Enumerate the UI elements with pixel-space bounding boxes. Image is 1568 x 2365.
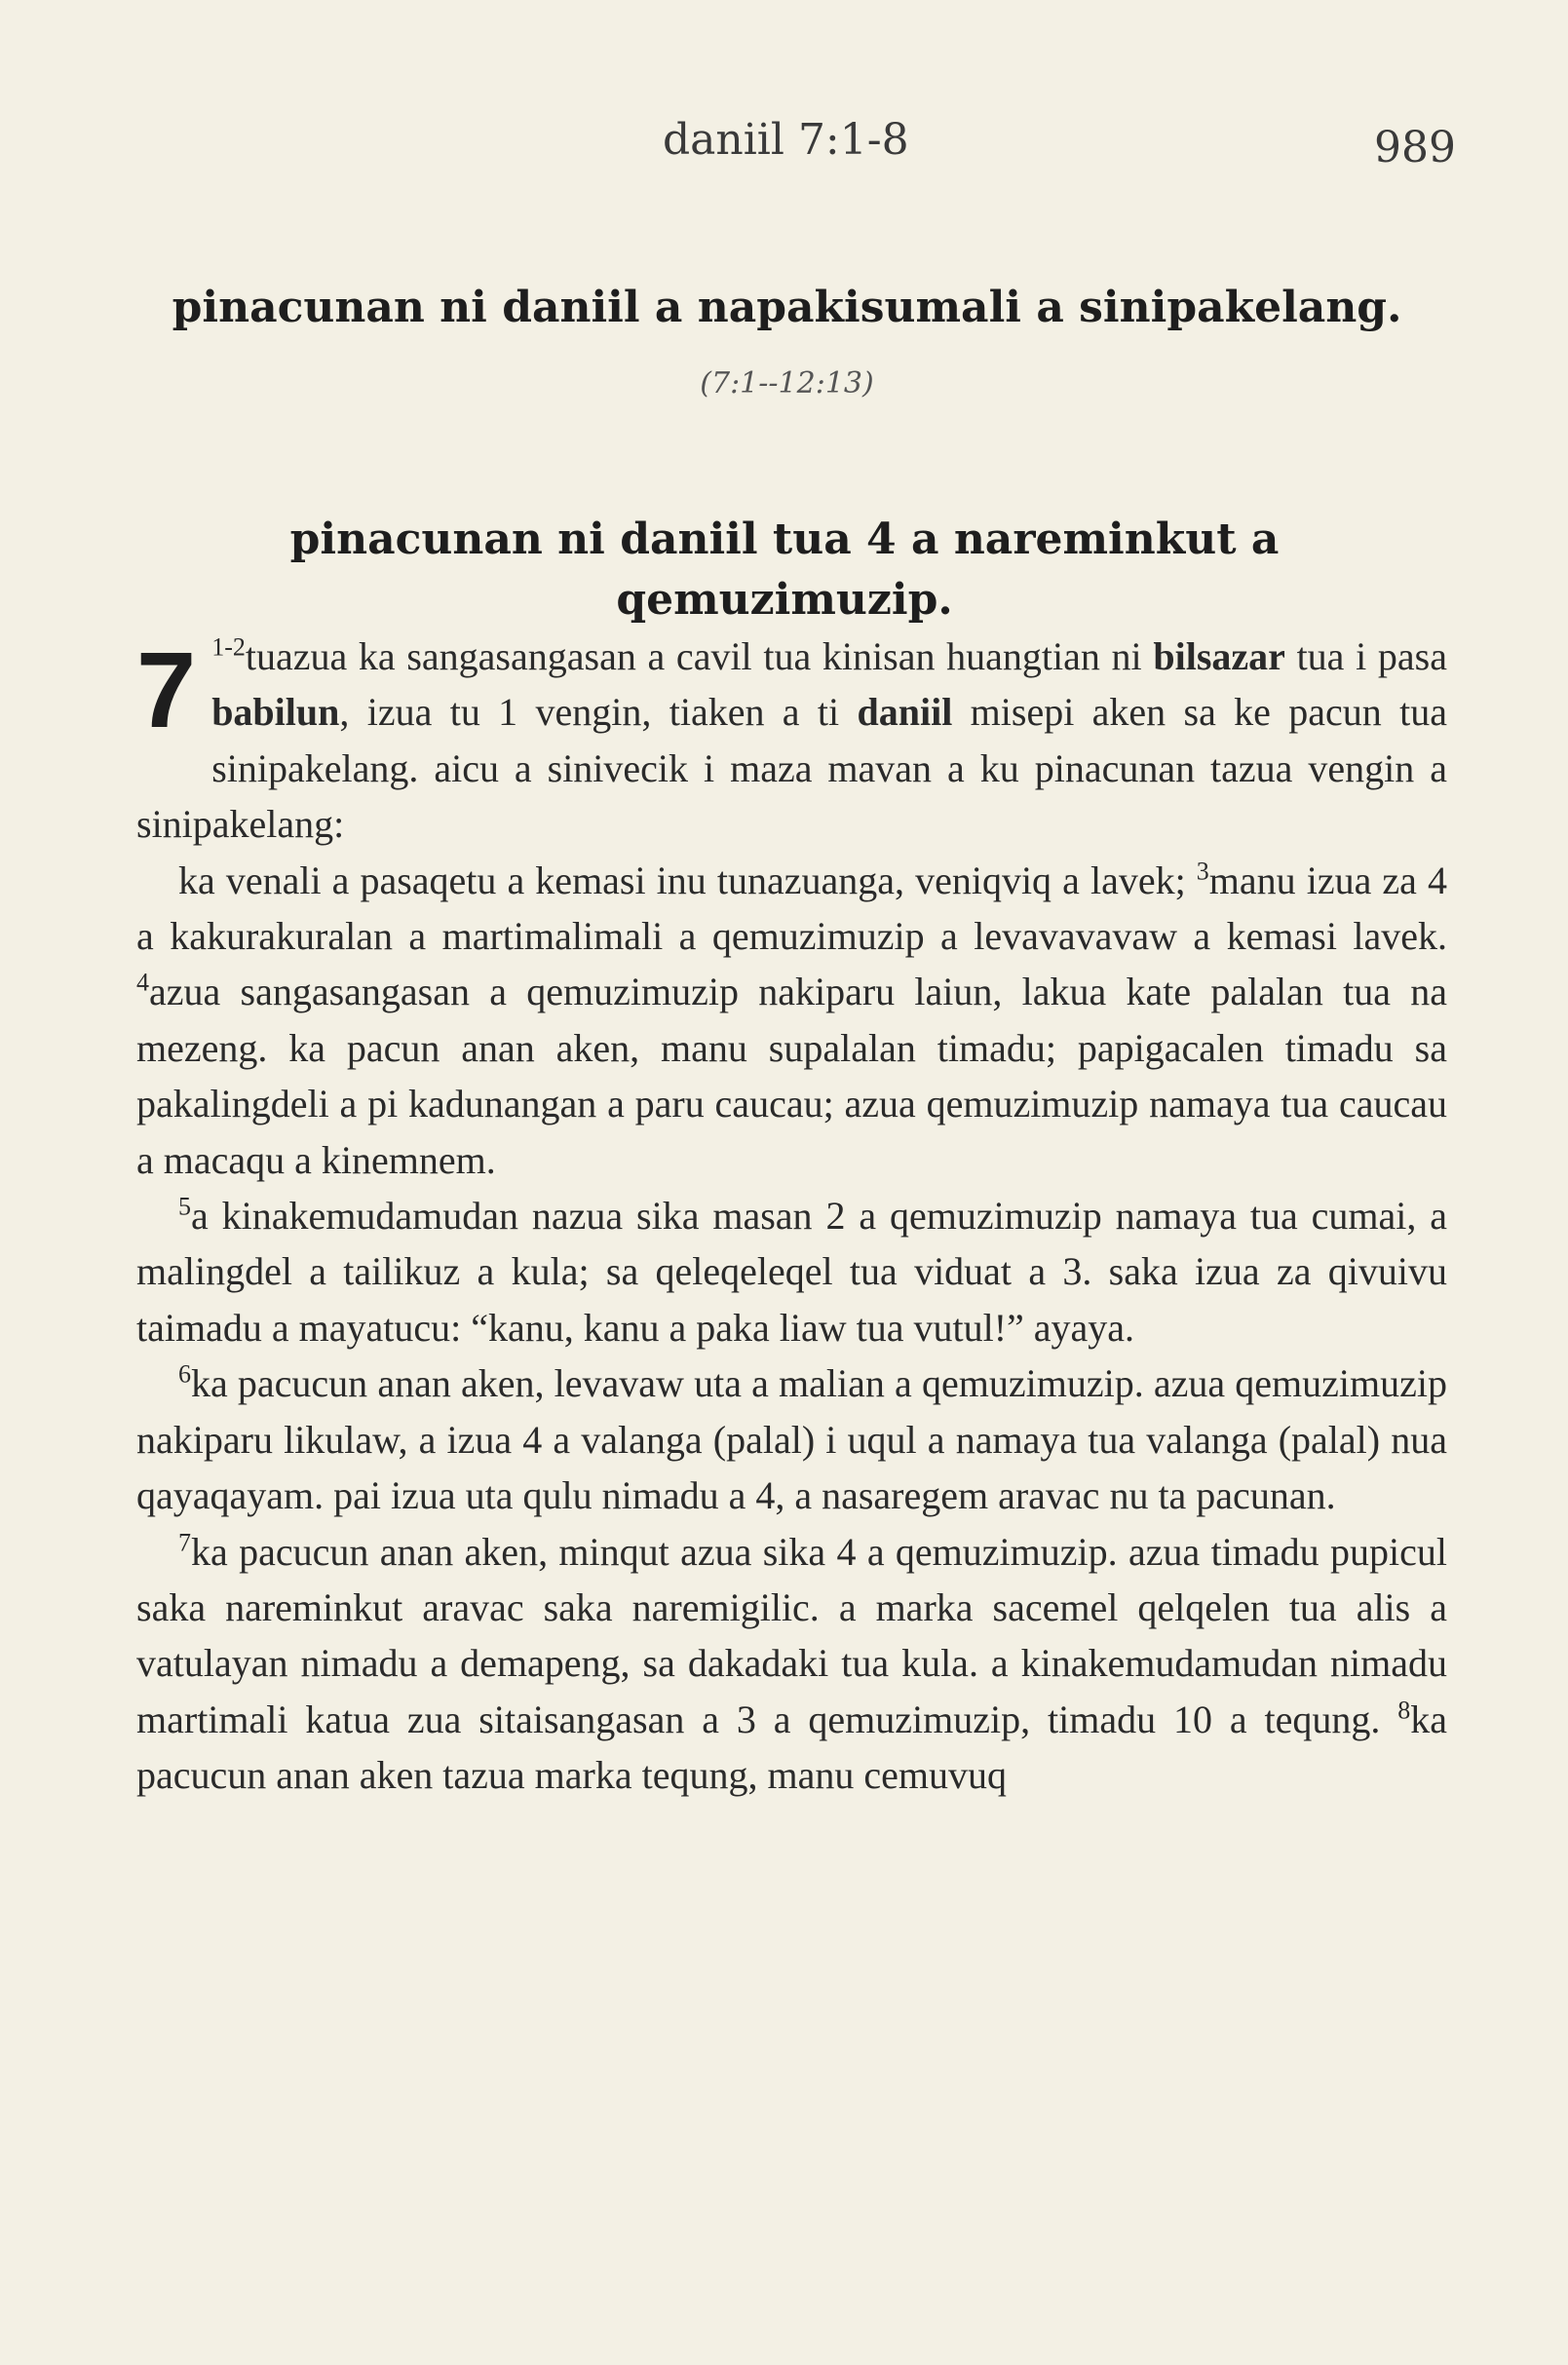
verse-text: misepi aken sa ke pacun tua sinipakelang. aicu a sinivecik i maza mavan a ku pinacunan tazua vengin a sinipakelang: <box>136 690 1447 847</box>
name-babilun: babilun <box>211 690 340 735</box>
verse-number: 4 <box>136 969 149 998</box>
paragraph-verse-7-8 <box>136 1524 1447 1804</box>
book-chapter-range: (7:1--12:13) <box>700 366 874 401</box>
verse-text: ka pacucun anan aken, levavaw uta a malian a qemuzimuzip. azua qemuzimuzip nakiparu likulaw, a izua 4 a valanga (palal) i uqul a namaya tua valanga (palal) nua qayaqayam. pai izua uta qulu nimadu a 4, a nasaregem aravac nu ta pacunan. <box>136 1361 1447 1518</box>
verse-text: a kinakemudamudan nazua sika masan 2 a qemuzimuzip namaya tua cumai, a malingdel a tailikuz a kula; sa qeleqeleqel tua viduat a 3. saka izua za qivuivu taimadu a mayatucu: “kanu, kanu a paka liaw tua vutul!” ayaya. <box>136 1194 1447 1350</box>
name-daniil: daniil <box>857 690 953 735</box>
book-title: pinacunan ni daniil a napakisumali a sinipakelang. <box>172 283 1402 332</box>
verse-number: 6 <box>178 1359 191 1389</box>
running-head <box>0 115 1568 183</box>
running-head-title: daniil 7:1-8 <box>663 115 909 165</box>
verse-text: azua sangasangasan a qemuzimuzip nakiparu laiun, lakua kate palalan tua na mezeng. ka pacun anan aken, manu supalalan timadu; papigacalen timadu sa pakalingdeli a pi kadunangan a paru caucau; azua qemuzimuzip namaya tua caucau a macaqu a kinemnem. <box>136 970 1447 1182</box>
section-heading: pinacunan ni daniil tua 4 a nareminkut a qemuzimuzip. <box>289 515 1280 625</box>
name-bilsazar: bilsazar <box>1153 634 1285 678</box>
verse-text: manu izua za 4 a kakurakuralan a martimalimali a qemuzimuzip a levavavavaw a kemasi lavek. <box>136 858 1448 959</box>
verse-text: ka venali a pasaqetu a kemasi inu tunazuanga, veniqviq a lavek; <box>178 858 1197 902</box>
paragraph-verse-5 <box>136 1188 1447 1355</box>
page-number: 989 <box>1374 123 1456 172</box>
verse-number: 3 <box>1196 857 1209 886</box>
paragraph-verse-6 <box>136 1355 1447 1523</box>
paragraph-verse-1-2 <box>136 629 1447 853</box>
verse-text: tuazua ka sangasangasan a cavil tua kinisan huangtian ni <box>245 634 1154 678</box>
paragraph-verse-2-4 <box>136 853 1447 1188</box>
verse-number: 7 <box>178 1528 191 1557</box>
chapter-number: 7 <box>136 630 197 750</box>
verse-number: 8 <box>1397 1696 1411 1725</box>
verse-number: 1-2 <box>211 632 246 662</box>
verse-text: ka pacucun anan aken, minqut azua sika 4 a qemuzimuzip. azua timadu pupicul saka nareminkut aravac saka naremigilic. a marka sacemel qelqelen tua alis a vatulayan nimadu a demapeng, sa dakadaki tua kula. a kinakemudamudan nimadu martimali katua zua sitaisangasan a 3 a qemuzimuzip, timadu 10 a tequng. <box>136 1529 1447 1741</box>
verse-text: , izua tu 1 vengin, tiaken a ti <box>339 690 858 735</box>
verse-number: 5 <box>178 1192 191 1221</box>
chapter-body <box>136 629 1447 1804</box>
verse-text: ka pacucun anan aken tazua marka tequng, manu cemuvuq <box>136 1697 1447 1798</box>
verse-text: tua i pasa <box>1284 634 1447 678</box>
